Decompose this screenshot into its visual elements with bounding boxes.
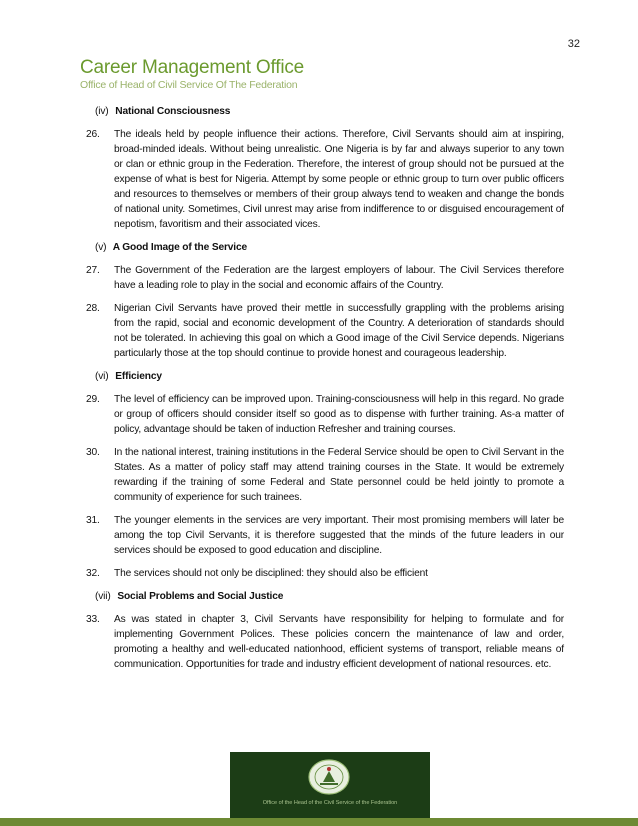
paragraph-text: As was stated in chapter 3, Civil Servants have responsibility for helping to formulate and for implementing Government Polices. These policies concern the maintenance of law and order, promoting a healthy and well-educated nationhood, efficient systems of transport, reliable means of communication. Opportunities for trade and industry efficient development of national resources. etc. [114,614,564,670]
paragraph [86,127,564,232]
paragraph-number: 27. [86,265,100,276]
section-title: National Consciousness [115,106,231,117]
section-number: (vii) [95,591,111,602]
paragraph [86,445,564,505]
footer-text: Office of the Head of the Civil Service of the Federation [262,800,398,806]
paragraph [86,513,564,558]
paragraph [86,392,564,437]
coat-of-arms-seal [306,758,352,796]
section-number: (iv) [95,106,109,117]
footer-banner [230,752,430,818]
page-title: Career Management Office [80,57,305,78]
paragraph-text: In the national interest, training institutions in the Federal Service should be open to Civil Servant in the States. As a matter of policy staff may attend training courses in the State. It would be extremely rewarding if the training of some Federal and State personnel could be held jointly to promote a community of experience for such trainees. [114,447,564,503]
section-heading [95,240,564,255]
section-number: (v) [95,242,107,253]
footer-bar [0,818,638,826]
paragraph-number: 33. [86,614,100,625]
section-title: Social Problems and Social Justice [117,591,284,602]
section-heading [95,369,564,384]
paragraph-number: 30. [86,447,100,458]
page-number: 32 [567,38,580,50]
paragraph-number: 26. [86,129,100,140]
paragraph-text: Nigerian Civil Servants have proved their mettle in successfully grappling with the problems arising from the rapid, social and economic development of the Country. A deterioration of standards should not be tolerated. In achieving this goal on which a Good image of the Civil Service depends. Nigerians particularly those at the top should continue to provide honest and courageous leadership. [114,303,564,359]
section-heading [95,589,564,604]
document-body [86,104,564,680]
page-subtitle: Office of Head of Civil Service Of The Federation [80,79,298,91]
section-heading [95,104,564,119]
section-title: A Good Image of the Service [112,242,248,253]
section-title: Efficiency [115,371,162,382]
paragraph [86,301,564,361]
paragraph-text: The younger elements in the services are very important. Their most promising members will later be among the top Civil Servants, it is therefore suggested that the minds of the future leaders in our services should be exposed to good education and discipline. [114,515,564,556]
paragraph-number: 29. [86,394,100,405]
paragraph [86,566,564,581]
paragraph [86,263,564,293]
paragraph-text: The ideals held by people influence their actions. Therefore, Civil Servants should aim at inspiring, broad-minded ideals. Without being unrealistic. One Nigeria is by far and always superior to any town or clan or ethnic group in the Federation. Therefore, the interest of group should not be pursued at the expense of what is best for Nigeria. Attempt by some people or ethnic group to turn over public officers and resources to themselves or members of their group always tend to weaken and change the bonds of national unity. Sometimes, Civil unrest may arise from indifference to or disguised encouragement of nepotism, favoritism and their associated vices. [114,129,564,230]
paragraph-number: 31. [86,515,100,526]
paragraph-text: The level of efficiency can be improved upon. Training-consciousness will help in this regard. No grade or group of officers should consider itself so good as to dispense with further training. As-a matter of policy, advantage should be taken of induction Refresher and training courses. [114,394,564,435]
paragraph-number: 32. [86,568,100,579]
paragraph-text: The services should not only be disciplined: they should also be efficient [114,568,428,579]
paragraph-number: 28. [86,303,100,314]
paragraph-text: The Government of the Federation are the largest employers of labour. The Civil Services therefore have a leading role to play in the social and economic affairs of the Country. [114,265,564,291]
paragraph [86,612,564,672]
section-number: (vi) [95,371,109,382]
